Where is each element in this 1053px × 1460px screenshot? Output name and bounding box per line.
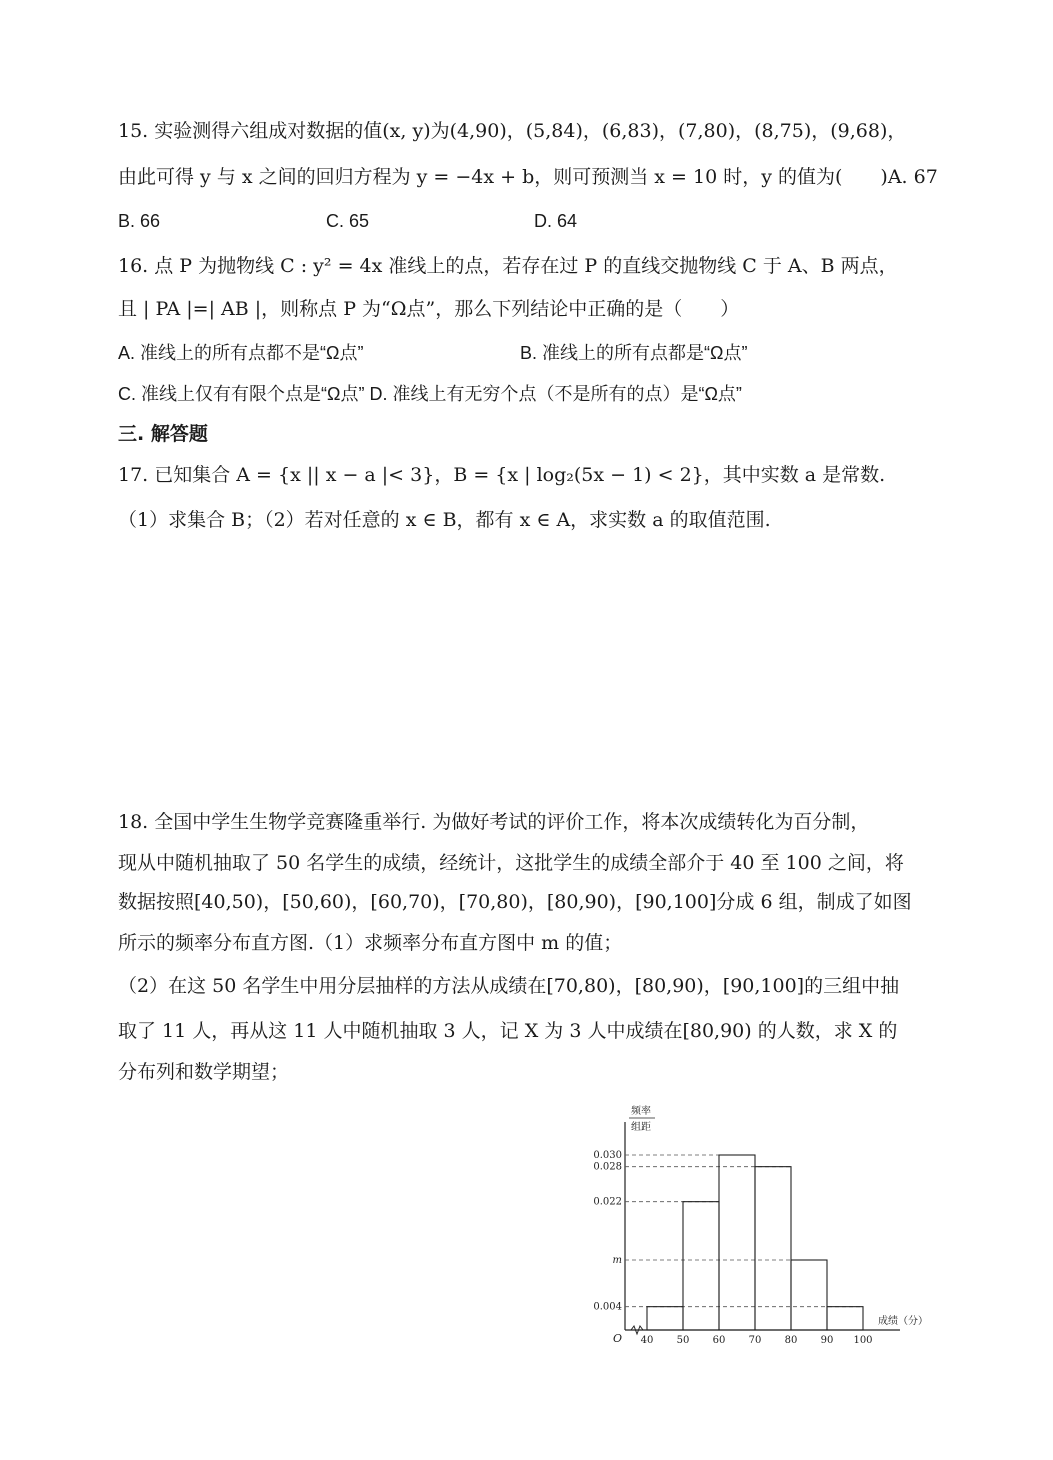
- origin-label: O: [613, 1332, 623, 1345]
- x-tick-label-100: 100: [853, 1335, 873, 1346]
- q15-option-c: C. 65: [326, 211, 370, 231]
- x-tick-label-50: 50: [676, 1335, 690, 1346]
- q15-line-2: 由此可得 y 与 x 之间的回归方程为 y = −4x + b，则可预测当 x = 10 时，y 的值为( )A. 67: [118, 166, 938, 188]
- histogram-bar-50-60: [683, 1202, 719, 1330]
- x-axis-label: 成绩（分）: [878, 1316, 928, 1327]
- q16-line-2: 且 | PA |=| AB |，则称点 P 为“Ω点”，那么下列结论中正确的是（ ）: [118, 298, 740, 320]
- q18-line-4: 所示的频率分布直方图.（1）求频率分布直方图中 m 的值；: [118, 932, 623, 954]
- x-tick-label-90: 90: [820, 1335, 834, 1346]
- q16-line-1: 16. 点 P 为抛物线 C : y² = 4x 准线上的点，若存在过 P 的直线交抛物线 C 于 A、B 两点，: [118, 255, 898, 277]
- q16-option-cd: C. 准线上仅有有限个点是“Ω点” D. 准线上有无穷个点（不是所有的点）是“Ω点”: [118, 384, 742, 404]
- q17-line-2: （1）求集合 B；（2）若对任意的 x ∈ B，都有 x ∈ A，求实数 a 的取值范围.: [118, 509, 771, 531]
- y-tick-label: 0.022: [593, 1196, 622, 1208]
- y-axis-label-top: 频率: [631, 1106, 651, 1117]
- histogram-bar-60-70: [719, 1155, 755, 1330]
- q18-line-2: 现从中随机抽取了 50 名学生的成绩，经统计，这批学生的成绩全部介于 40 至 100 之间，将: [118, 852, 904, 874]
- x-tick-label-60: 60: [712, 1335, 726, 1346]
- q18-line-6: 取了 11 人，再从这 11 人中随机抽取 3 人，记 X 为 3 人中成绩在[80,90) 的人数，求 X 的: [118, 1020, 898, 1042]
- q15-option-d: D. 64: [534, 211, 578, 231]
- x-tick-label-40: 40: [640, 1335, 654, 1346]
- q18-line-1: 18. 全国中学生生物学竞赛隆重举行. 为做好考试的评价工作，将本次成绩转化为百分制，: [118, 811, 870, 833]
- q16-option-b: B. 准线上的所有点都是“Ω点”: [520, 343, 748, 363]
- histogram-bar-40-50: [647, 1307, 683, 1330]
- y-tick-label: m: [612, 1255, 622, 1266]
- x-tick-label-70: 70: [748, 1335, 762, 1346]
- x-tick-label-80: 80: [784, 1335, 798, 1346]
- q15-line-1: 15. 实验测得六组成对数据的值(x, y)为(4,90)，(5,84)，(6,83)，(7,80)，(8,75)，(9,68)，: [118, 120, 907, 142]
- y-tick-label: 0.030: [593, 1150, 622, 1161]
- histogram-bar-70-80: [755, 1167, 791, 1330]
- q18-line-7: 分布列和数学期望；: [118, 1061, 290, 1083]
- q16-option-a: A. 准线上的所有点都不是“Ω点”: [118, 343, 364, 363]
- y-tick-label: 0.028: [593, 1161, 622, 1173]
- histogram-bar-80-90: [791, 1260, 827, 1330]
- frequency-histogram: [585, 1100, 945, 1360]
- q17-line-1: 17. 已知集合 A = {x || x − a |< 3}，B = {x | log₂(5x − 1) < 2}，其中实数 a 是常数.: [118, 464, 886, 486]
- section-heading: 三. 解答题: [118, 423, 208, 445]
- y-tick-label: 0.004: [593, 1301, 622, 1313]
- y-axis-label-bottom: 组距: [631, 1122, 651, 1133]
- q15-option-b: B. 66: [118, 211, 161, 231]
- q18-line-3: 数据按照[40,50)，[50,60)，[60,70)，[70,80)，[80,90)，[90,100]分成 6 组，制成了如图: [118, 891, 912, 913]
- histogram-bar-90-100: [827, 1307, 863, 1330]
- q18-line-5: （2）在这 50 名学生中用分层抽样的方法从成绩在[70,80)，[80,90)，[90,100]的三组中抽: [118, 975, 900, 997]
